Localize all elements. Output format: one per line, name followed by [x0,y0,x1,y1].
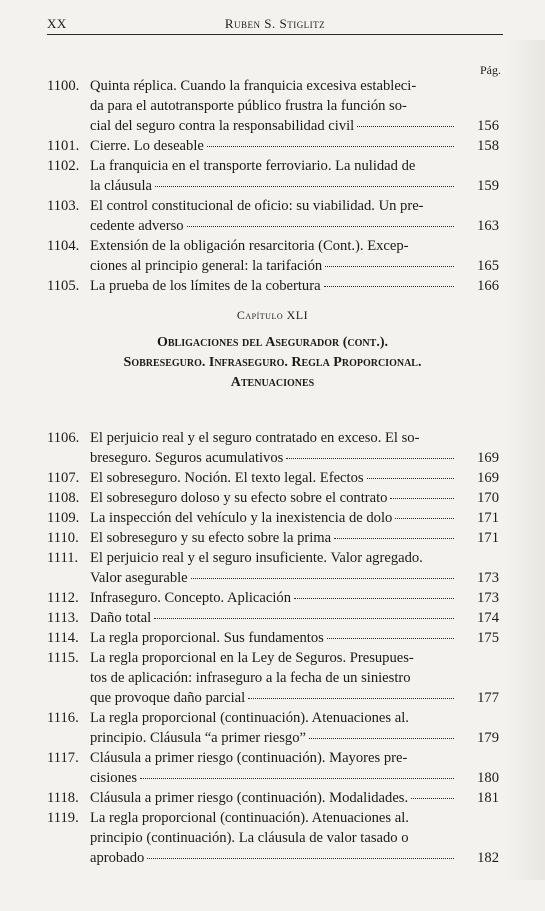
entry-page-number: 180 [477,770,499,786]
entry-title-last-line [90,628,457,648]
entry-title [90,236,457,276]
chapter-title-line: Obligaciones del Asegurador (cont.). [157,335,388,350]
entry-title-line: La regla proporcional en la Ley de Seguros. Presupues- [90,650,414,666]
entry-title-line: La franquicia en el transporte ferroviario. La nulidad de [90,158,416,174]
entry-title-last-text: aprobado [90,850,145,866]
entry-page-number: 163 [477,218,499,234]
toc-entry[interactable] [47,276,499,296]
entry-number: 1108. [47,490,80,506]
header-page-number: XX [47,16,67,31]
entry-number: 1102. [47,158,80,174]
entry-title-line: Quinta réplica. Cuando la franquicia excesiva estableci- [90,78,417,94]
dot-leader [357,126,454,127]
entry-page-number: 173 [477,590,499,606]
entry-title-last-text: Valor asegurable [90,570,188,586]
entry-title [90,528,457,548]
entry-page-number: 174 [477,610,499,626]
entry-title-last-line [90,176,457,196]
entry-number: 1103. [47,198,80,214]
entry-title-last-text: breseguro. Seguros acumulativos [90,450,284,466]
entry-page-number: 179 [477,730,499,746]
entry-title-last-text: La prueba de los límites de la cobertura [90,278,321,294]
entry-number: 1112. [47,590,79,606]
entry-title [90,708,457,748]
entry-title-last-line [90,688,457,708]
dot-leader [286,458,454,459]
dot-leader [187,226,454,227]
entry-page-number: 166 [477,278,499,294]
entry-title-last-text: Infraseguro. Concepto. Aplicación [90,590,292,606]
entry-title-last-line [90,848,457,868]
entry-page-number: 171 [477,510,499,526]
dot-leader [327,638,454,639]
dot-leader [147,858,454,859]
dot-leader [390,498,454,499]
entry-title-last-line [90,728,457,748]
entry-title-last-text: cedente adverso [90,218,184,234]
toc-entry[interactable] [47,76,499,136]
entry-title-last-text: cisiones [90,770,138,786]
entry-number: 1119. [47,810,79,826]
chapter-label: Capítulo XLI [236,308,309,322]
toc-entry[interactable] [47,136,499,156]
entry-title-last-line [90,788,457,808]
entry-title-last-line [90,136,457,156]
entry-title-last-line [90,568,457,588]
dot-leader [248,698,454,699]
entry-number: 1106. [47,430,80,446]
entry-title-line: tos de aplicación: infraseguro a la fecha de un siniestro [90,670,411,686]
entry-title-last-text: Cláusula a primer riesgo (continuación). Modalidades. [90,790,409,806]
entry-title-last-line [90,528,457,548]
entry-number: 1109. [47,510,80,526]
entry-number: 1104. [47,238,80,254]
chapter-title [0,333,545,393]
entry-number: 1115. [47,650,79,666]
entry-title [90,628,457,648]
entry-page-number: 181 [477,790,499,806]
header-author: Ruben S. Stiglitz [224,16,326,31]
dot-leader [309,738,454,739]
entry-title-line: principio (continuación). La cláusula de valor tasado o [90,830,409,846]
chapter-heading [0,308,545,393]
entry-number: 1113. [47,610,79,626]
toc-entry[interactable] [47,788,499,808]
chapter-title-line: Atenuaciones [230,375,315,390]
entry-title-last-line [90,116,457,136]
entry-title-last-text: El sobreseguro doloso y su efecto sobre el contrato [90,490,388,506]
entry-title [90,608,457,628]
entry-title-last-line [90,488,457,508]
entry-number: 1105. [47,278,80,294]
entry-title-line: La regla proporcional (continuación). Atenuaciones al. [90,810,409,826]
dot-leader [334,538,454,539]
entry-title-last-text: que provoque daño parcial [90,690,246,706]
entry-page-number: 170 [477,490,499,506]
entry-title-line: La regla proporcional (continuación). Atenuaciones al. [90,710,409,726]
toc-entry[interactable] [47,468,499,488]
running-header [47,8,503,35]
entry-title-last-line [90,588,457,608]
bleed-through-shadow [505,40,545,880]
dot-leader [207,146,454,147]
entry-page-number: 175 [477,630,499,646]
entry-page-number: 159 [477,178,499,194]
toc-entry[interactable] [47,608,499,628]
entry-page-number: 165 [477,258,499,274]
entry-title [90,428,457,468]
entry-title-last-text: El sobreseguro. Noción. El texto legal. Efectos [90,470,364,486]
entry-title-last-line [90,256,457,276]
toc-entry[interactable] [47,808,499,868]
toc-entry[interactable] [47,428,499,468]
toc-entry[interactable] [47,548,499,588]
entry-page-number: 171 [477,530,499,546]
entry-title-last-line [90,276,457,296]
entry-title [90,548,457,588]
entry-title-last-text: Daño total [90,610,152,626]
entry-title [90,276,457,296]
entry-title [90,748,457,788]
entry-title-last-line [90,508,457,528]
dot-leader [411,798,454,799]
entry-number: 1117. [47,750,79,766]
entry-title [90,808,457,868]
entry-title-last-text: principio. Cláusula “a primer riesgo” [90,730,306,746]
toc-entry[interactable] [47,236,499,276]
dot-leader [324,286,454,287]
dot-leader [140,778,454,779]
toc-entry[interactable] [47,196,499,236]
dot-leader [294,598,454,599]
entry-title-last-line [90,768,457,788]
toc-entry[interactable] [47,588,499,608]
toc-entry[interactable] [47,648,499,708]
entry-title-last-line [90,216,457,236]
dot-leader [191,578,454,579]
dot-leader [154,618,454,619]
entry-number: 1100. [47,78,80,94]
toc-entry[interactable] [47,528,499,548]
entry-title-last-text: ciones al principio general: la tarifación [90,258,323,274]
dot-leader [155,186,454,187]
toc-entry[interactable] [47,156,499,196]
entry-page-number: 156 [477,118,499,134]
toc-entry[interactable] [47,508,499,528]
entry-title-last-line [90,448,457,468]
toc-entry[interactable] [47,708,499,748]
entry-number: 1118. [47,790,79,806]
entry-page-number: 169 [477,450,499,466]
entry-title [90,508,457,528]
entry-number: 1114. [47,630,79,646]
entry-title [90,76,457,136]
entry-title [90,488,457,508]
entry-title [90,196,457,236]
dot-leader [325,266,454,267]
toc-entry[interactable] [47,488,499,508]
entry-title-last-line [90,608,457,628]
entry-title [90,588,457,608]
entry-title-last-text: Cierre. Lo deseable [90,138,204,154]
entry-number: 1101. [47,138,80,154]
entry-title-last-text: cial del seguro contra la responsabilidad civil [90,118,355,134]
toc-entry[interactable] [47,748,499,788]
entry-number: 1107. [47,470,80,486]
entry-title [90,156,457,196]
entry-page-number: 169 [477,470,499,486]
entry-title [90,648,457,708]
entry-title-last-text: La inspección del vehículo y la inexistencia de dolo [90,510,393,526]
entry-title-last-line [90,468,457,488]
toc-section-1 [47,76,499,296]
entry-number: 1111. [47,550,79,566]
entry-title [90,136,457,156]
page-column-label: Pág. [480,63,501,77]
entry-page-number: 158 [477,138,499,154]
entry-title-line: da para el autotransporte público frustra la función so- [90,98,407,114]
entry-title [90,468,457,488]
chapter-title-line: Sobreseguro. Infraseguro. Regla Proporcional. [123,355,422,370]
entry-page-number: 182 [477,850,499,866]
entry-page-number: 177 [477,690,499,706]
toc-section-2 [47,428,499,868]
entry-title-last-text: El sobreseguro y su efecto sobre la prima [90,530,332,546]
entry-page-number: 173 [477,570,499,586]
entry-title-line: Cláusula a primer riesgo (continuación). Mayores pre- [90,750,408,766]
entry-title-line: Extensión de la obligación resarcitoria (Cont.). Excep- [90,238,409,254]
dot-leader [395,518,454,519]
entry-number: 1116. [47,710,79,726]
entry-title-line: El perjuicio real y el seguro contratado en exceso. El so- [90,430,420,446]
entry-title-last-text: La regla proporcional. Sus fundamentos [90,630,324,646]
entry-title-line: El perjuicio real y el seguro insuficiente. Valor agregado. [90,550,423,566]
entry-title-line: El control constitucional de oficio: su viabilidad. Un pre- [90,198,424,214]
dot-leader [367,478,454,479]
toc-entry[interactable] [47,628,499,648]
entry-title-last-text: la cláusula [90,178,152,194]
entry-number: 1110. [47,530,79,546]
entry-title [90,788,457,808]
